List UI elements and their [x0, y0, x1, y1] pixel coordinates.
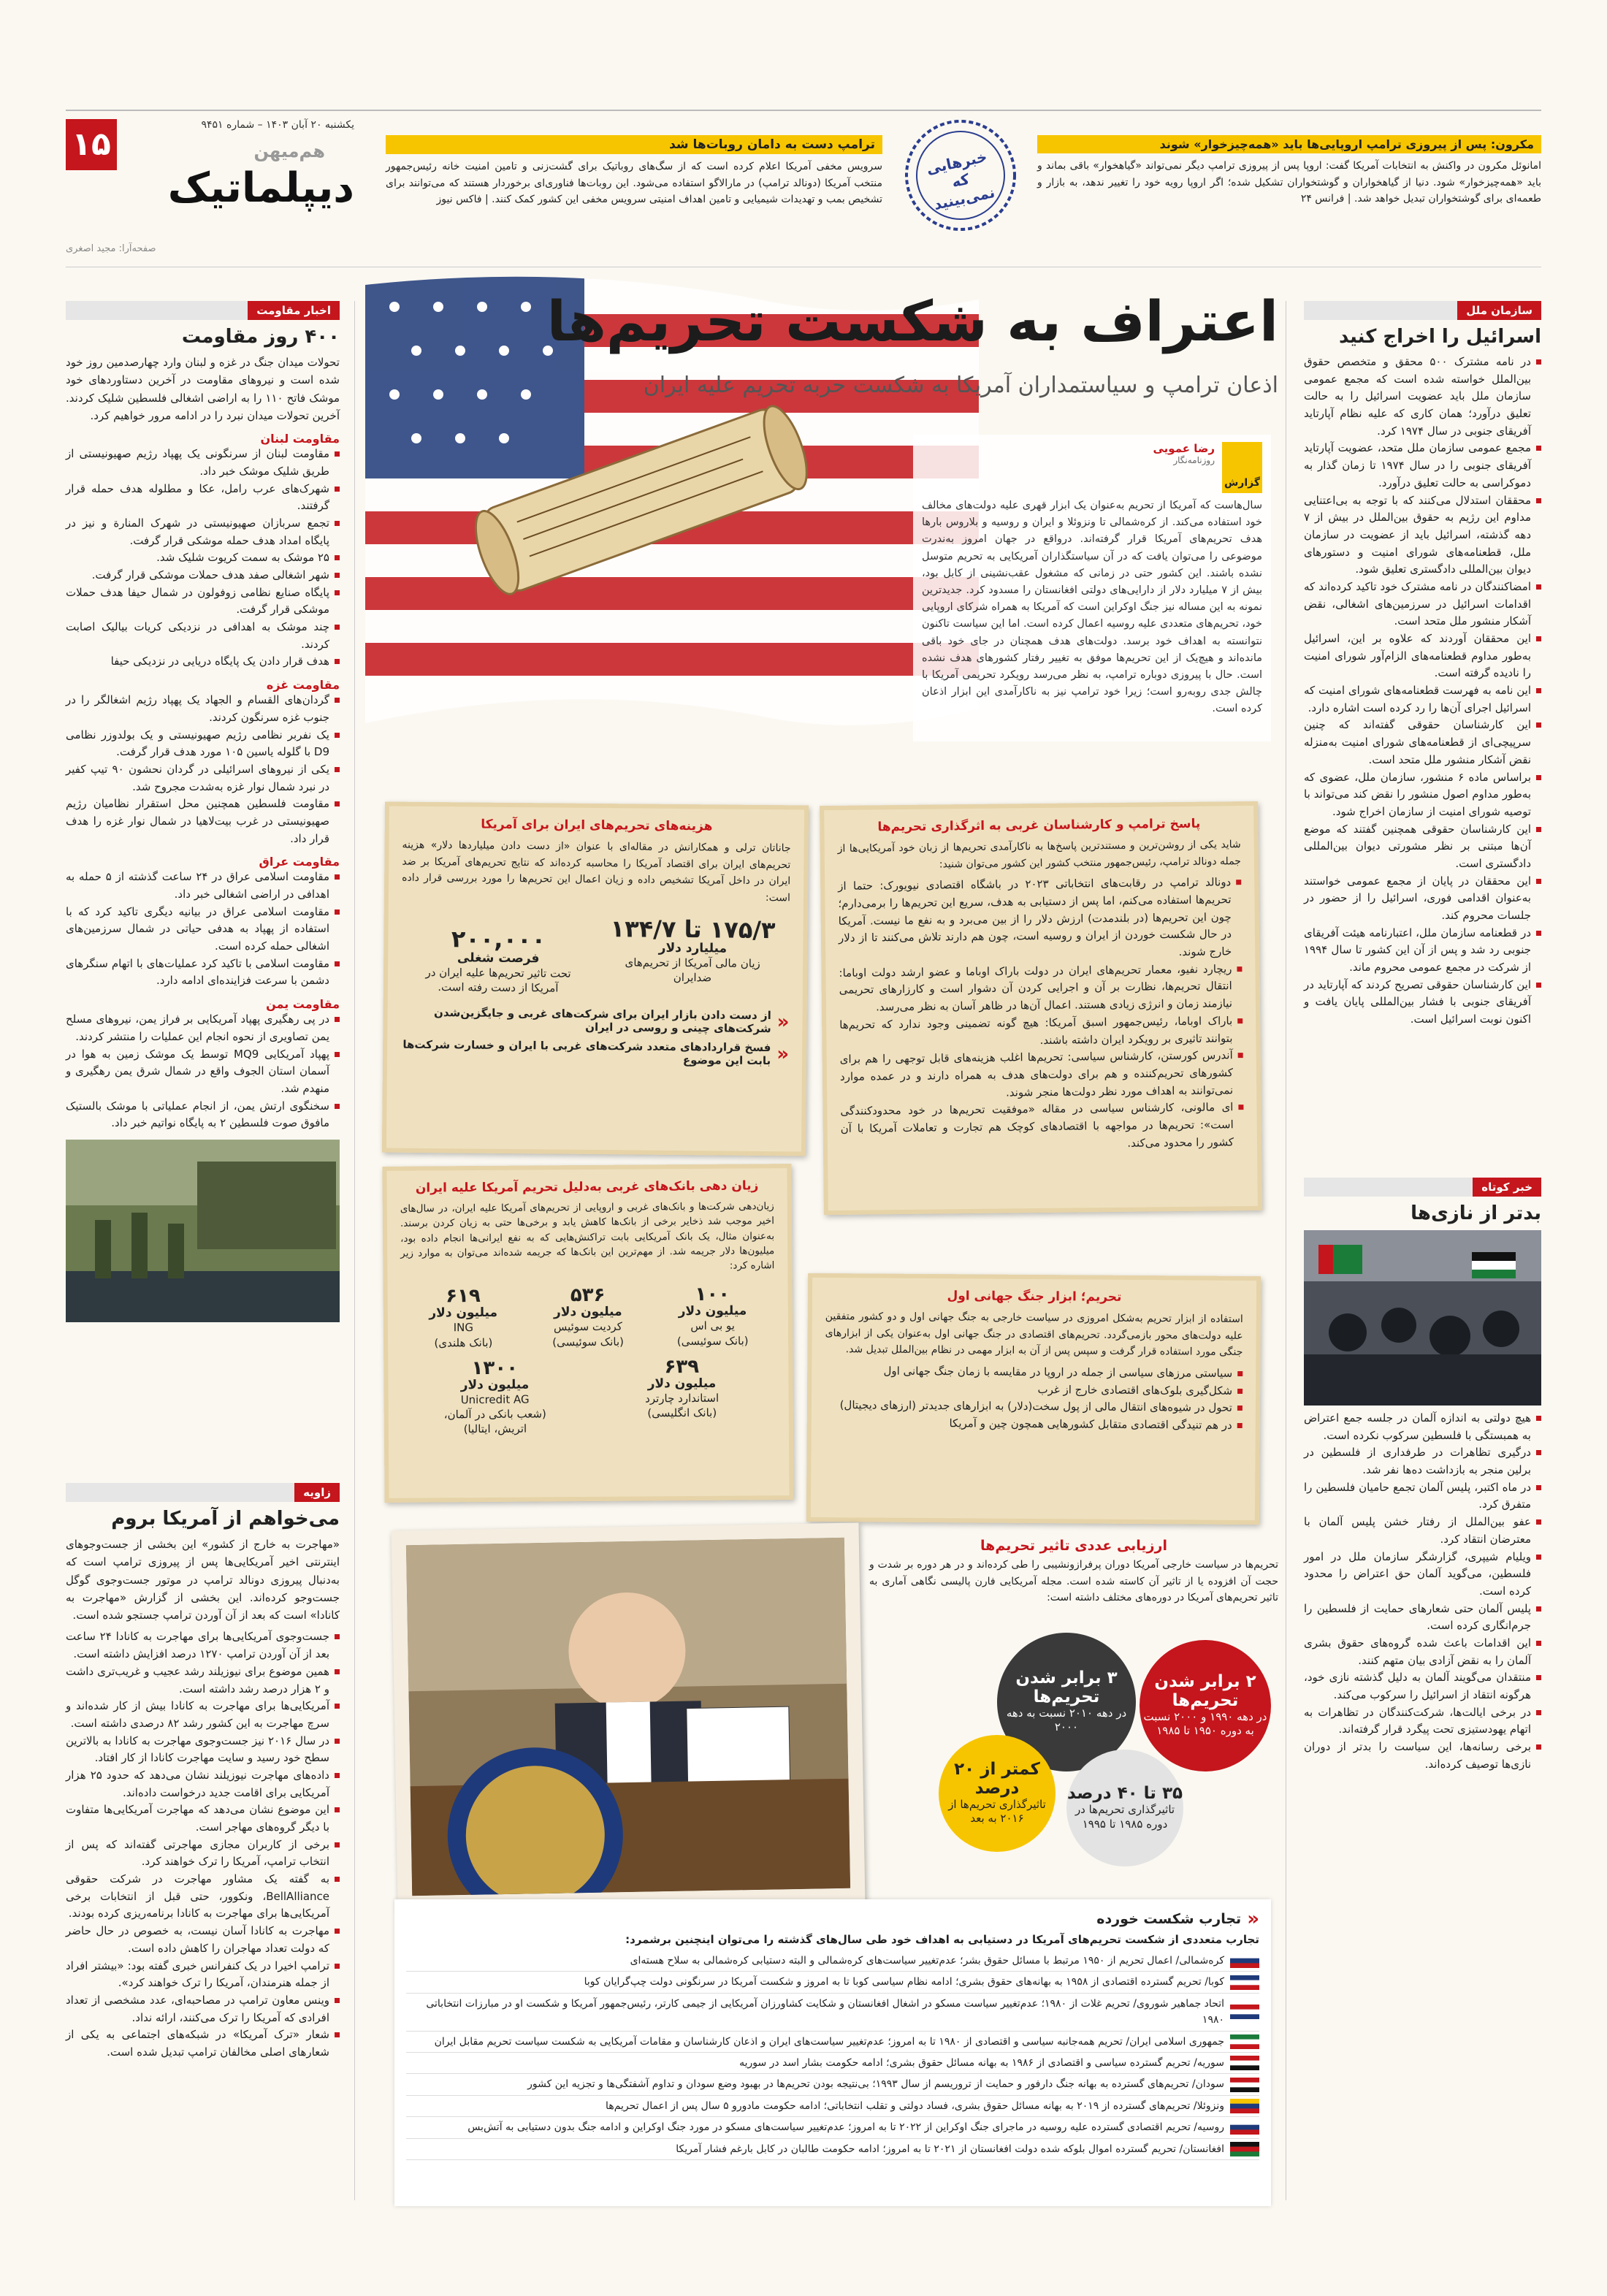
exp-row-text: سوریه/ تحریم گسترده سیاسی و اقتصادی از ۱۹۸۶ به بهانه مسائل حقوق بشری؛ ادامه حکومت بشار اسد در سوریه [739, 2056, 1224, 2069]
flag-icon [1230, 2099, 1259, 2113]
exp-row [406, 2032, 1259, 2053]
bank-fine-amount: ۶۳۹ [664, 1355, 700, 1378]
left-col1-tagbar [66, 301, 340, 320]
paper-sub: هم‌میهن [253, 141, 325, 161]
exp-row [406, 2053, 1259, 2074]
section-list [66, 446, 340, 671]
exp-title: تجارب شکست خورده [1096, 1911, 1242, 1927]
section-title: مقاومت عراق [259, 855, 340, 869]
left-col1-tag: اخبار مقاومت [248, 301, 340, 320]
exp-rows [406, 1950, 1259, 2160]
box-tool-title: تحریم؛ ابزار جنگ جهانی اول [947, 1289, 1122, 1305]
left-col2-tag: زاویه [294, 1483, 340, 1502]
list-item: ای مالونی، کارشناس سیاسی در مقاله «موفقیت تحریم‌ها در خود محدودکنندگی است»: تحریم‌ها در مواجهه با اقتصادهای کوچک هم تجارت و تعاملات آمریکا با آن کشور را محدود می‌کند. [840, 1099, 1244, 1155]
bank-name: ING [453, 1321, 474, 1335]
list-item: عفو بین‌الملل از رفتار خشن پلیس آلمان با معترضان انتقاد کرد. [1304, 1514, 1541, 1548]
list-item: در نامه مشترک ۵۰۰ محقق و متخصص حقوق بین‌الملل خواسته شده است که مجمع عمومی سازمان ملل باید عضویت اسرائیل را به حالت تعلیق درآورد؛ همان کاری که علیه نظام آپارتاید آفریقای جنوبی در سال ۱۹۷۴ کرد. [1304, 354, 1541, 440]
effect-circle-3 [1066, 1750, 1183, 1866]
exp-header [406, 1908, 1259, 1930]
bank-stat [623, 1357, 741, 1435]
effect-c1-big: ۲ برابر شدن تحریم‌ها [1154, 1672, 1256, 1710]
right-col-tagbar [1304, 301, 1541, 320]
list-item: این محققان آوردند که علاوه بر این، اسرائیل به‌طور مداوم قطعنامه‌های الزام‌آور شورای امنیت را نادیده گرفته است. [1304, 630, 1541, 682]
right-news2 [1304, 1178, 1541, 1773]
left-col2-tagbar [66, 1483, 340, 1502]
bank-stat [530, 1286, 647, 1350]
left-col1 [66, 301, 340, 1322]
effect-circle-1 [1140, 1640, 1271, 1771]
effect-title: ارزیابی عددی تاثیر تحریم‌ها [980, 1538, 1167, 1554]
report-role: روزنامه‌نگار [1173, 455, 1215, 465]
effect-c2-big: ۳ برابر شدن تحریم‌ها [1015, 1668, 1118, 1706]
effect-section [869, 1538, 1278, 1859]
right-col-tag: سازمان ملل [1457, 301, 1541, 320]
effect-circle-4 [939, 1735, 1056, 1852]
right-column [1304, 301, 1541, 1029]
exp-row-text: روسیه/ تحریم اقتصادی گسترده علیه روسیه در ماجرای جنگ اوکراین از ۲۰۲۲ تا به امروز؛ عدم‌تغییر سیاست‌های مسکو در مورد جنگ اوکراین و ادامه جنگ بدون دستیابی به آتش‌بس [467, 2121, 1224, 2134]
section-title: مقاومت یمن [266, 997, 340, 1012]
stat1-unit: میلیارد دلار [658, 940, 728, 956]
bank-fine-amount: ۱۰۰ [695, 1283, 730, 1306]
bank-origin: (شعب بانکی در آلمان، اتریش، ایتالیا) [443, 1407, 546, 1436]
list-item: گردان‌های القسام و الجهاد یک پهپاد رژیم اشغالگر را در جنوب غزه سرنگون کردند. [66, 692, 340, 726]
list-item: در هم تنیدگی اقتصادی متقابل کشورهایی همچون چین و آمریکا [825, 1414, 1243, 1435]
bank-fine-amount: ۶۱۹ [446, 1285, 481, 1308]
list-item: دونالد ترامپ در رقابت‌های انتخاباتی ۲۰۲۳ در باشگاه اقتصادی نیویورک: حتما از تحریم‌ها استفاده می‌کنم، اما پس از دستیابی به هدف، سریع این تحریم‌ها را برمی‌دارم؛ چون این تحریم‌ها (در بلندمدت) ارزش دلار را از بین می‌برد و به نفع ما نیست. آمریکا در حال شکست خوردن از ایران و روسیه است، چون هم دارند تلاش می‌کنند تا از دلار خارج شوند. [838, 874, 1242, 964]
exp-row [406, 1994, 1259, 2032]
list-item: در پی رهگیری پهپاد آمریکایی بر فراز یمن، نیروهای مسلح یمن تصاویری از نحوه انجام این عملیات را منتشر کردند. [66, 1011, 340, 1045]
box-cost-point2-text: فسخ قراردادهای متعدد شرکت‌های غربی با ایران و خسارت شرکت‌ها بابت این موضوع [402, 1037, 771, 1068]
bank-stat [405, 1286, 522, 1351]
list-item: براساس ماده ۶ منشور، سازمان ملل، عضوی که به‌طور مداوم اصول منشور را نقض کند می‌تواند با توصیه شورای امنیت از سازمان اخراج شود. [1304, 769, 1541, 821]
chevron-icon: « [776, 1011, 790, 1034]
list-item: وینس معاون ترامپ در مصاحبه‌ای، عدد مشخصی از تعداد افرادی که آمریکا را ترک می‌کنند، ارائه نداد. [66, 1992, 340, 2026]
list-item: شعار «ترک آمریکا» در شبکه‌های اجتماعی به یکی از شعارهای اصلی مخالفان ترامپ تبدیل شده است. [66, 2026, 340, 2061]
bank-fine-unit: میلیون دلار [429, 1305, 498, 1321]
effect-c4-sub: تاثیرگذاری تحریم‌ها از ۲۰۱۶ به بعد [948, 1797, 1046, 1826]
bank-fine-unit: میلیون دلار [460, 1377, 530, 1392]
list-item: مهاجرت به کانادا آسان نیست، به خصوص در حال حاضر که دولت تعداد مهاجران را کاهش داده است. [66, 1923, 340, 1957]
right-news2-tag: خبر کوتاه [1473, 1178, 1541, 1197]
flag-icon [1230, 2078, 1259, 2092]
soldiers-photo [66, 1140, 340, 1322]
list-item: در برخی ایالت‌ها، شرکت‌کنندگان در تظاهرات به اتهام یهودستیزی تحت پیگرد قرار گرفته‌اند. [1304, 1704, 1541, 1739]
top-news-left [386, 135, 882, 230]
box-cost-point1 [400, 1006, 789, 1036]
list-item: منتقدان می‌گویند آلمان به دلیل گذشته نازی خود، هرگونه انتقاد از اسرائیل را سرکوب می‌کند. [1304, 1669, 1541, 1704]
right-news2-tagbar [1304, 1178, 1541, 1197]
right-col-title: اسرائیل را اخراج کنید [1338, 326, 1541, 348]
list-item: جست‌وجوی آمریکایی‌ها برای مهاجرت به کانادا ۲۴ ساعت بعد از آن آوردن ترامپ ۱۲۷۰ درصد افزایش داشته است. [66, 1628, 340, 1663]
list-item: تجمع سربازان صهیونیستی در شهرک المنارة و نیز در پایگاه امداد هدف حمله موشکی قرار گرفت. [66, 515, 340, 549]
stat2-label: تحت تاثیر تحریم‌ها علیه ایران در آمریکا از دست رفته است. [425, 965, 571, 995]
left-col1-intro: تحولات میدان جنگ در غزه و لبنان وارد چهارصدمین روز خود شده است و نیروهای مقاومت در آخرین دستاوردهای خود موشک فاتح ۱۱۰ را به اراضی اشغالی فلسطین شلیک کردند. آخرین تحولات میدان نبرد را در ادامه مرور خواهیم کرد. [66, 356, 340, 422]
list-item: امضاکنندگان در نامه مشترک خود تاکید کرده‌اند که اقدامات اسرائیل در سرزمین‌های اشغالی، نقض آشکار منشور ملل متحد است. [1304, 579, 1541, 630]
left-col2-list [66, 1628, 340, 2061]
bank-stat [436, 1358, 554, 1437]
left-col2 [66, 1483, 340, 2062]
list-item: این کارشناسان حقوقی همچنین گفتند که موضع آن‌ها مبتنی بر نظر مشورتی دیوان بین‌المللی دادگستری است. [1304, 821, 1541, 873]
box-trump [820, 801, 1262, 1215]
box-tool-body: استفاده از ابزار تحریم به‌شکل امروزی در سیاست خارجی به جنگ جهانی اول و دو کشور متفقین علیه دولت‌های محور بازمی‌گردد. تحریم‌های اقتصادی در جنگ جهانی اول به‌عنوان یکی از ابزارهای جنگی مورد استفاده قرار گرفت و سپس پس از آن به ابزار مهمی در نظام بین‌الملل تبدیل شد. [825, 1311, 1243, 1359]
bank-origin: (بانک هلندی) [434, 1335, 493, 1349]
list-item: برخی رسانه‌ها، این سیاست را بدتر از دوران نازی‌ها توصیف کرده‌اند. [1304, 1739, 1541, 1773]
flag-icon [1230, 1975, 1259, 1990]
list-item: این کارشناسان حقوقی تصریح کردند که آپارتاید در آفریقای جنوبی با فشار بین‌المللی پایان یافت و اکنون نوبت اسرائیل است. [1304, 977, 1541, 1029]
flag-icon [1230, 2056, 1259, 2070]
report-box [913, 435, 1271, 741]
box-banks [382, 1164, 793, 1503]
box-banks-body: زیان‌دهی شرکت‌ها و بانک‌های غربی و اروپایی از تحریم‌های آمریکا علیه ایران، در سال‌های اخیر موجب شد ذخایر برخی از بانک‌ها کاهش یابد و برخی‌ها حتی به زیان کردن برسند. به‌عنوان مثال، یک بانک آمریکایی بابت تراکنش‌هایی که به نفع ایرانی‌ها انجام داده بود، میلیون‌ها دلار جریمه شد. از مهم‌ترین این بانک‌ها که جریمه شده‌اند می‌توان به موارد زیر اشاره کرد: [400, 1200, 775, 1272]
bank-name: Unicredit AG [460, 1392, 530, 1406]
box-tool-list [825, 1362, 1243, 1435]
exp-row [406, 2139, 1259, 2160]
right-news2-list [1304, 1410, 1541, 1773]
box-cost-stat2 [414, 924, 583, 996]
list-item: یکی از نیروهای اسرائیلی در گردان نحشون ۹۰ تیپ کفیر در نبرد شمال نوار غزه به‌شدت مجروح شد. [66, 761, 340, 796]
subheadline: اذعان ترامپ و سیاستمداران آمریکا به شکست حربه تحریم علیه ایران [643, 373, 1278, 398]
left-col1-title: ۴۰۰ روز مقاومت [181, 326, 340, 348]
list-item: شهر اشغالی صفد هدف حملات موشکی قرار گرفت. [66, 567, 340, 584]
section-list [66, 869, 340, 990]
effect-c2-sub: در دهه ۲۰۱۰ نسبت به دهه ۲۰۰۰ [1006, 1706, 1127, 1734]
effect-body: تحریم‌ها در سیاست خارجی آمریکا دوران پرفرازونشیبی را طی کرده‌اند و در هر دوره بر شدت و حجت آن افزوده یا از تاثیر آن کاسته شده است. مجله آمریکایی فارن پالیسی نگاهی آماری به تاثیر تحریم‌های آمریکا در دوره‌های مختلف داشته است: [869, 1559, 1278, 1604]
report-header [922, 442, 1262, 493]
list-item: این اقدامات باعث شده گروه‌های حقوق بشری آلمان را به نقض آزادی بیان متهم کنند. [1304, 1635, 1541, 1669]
exp-row-text: اتحاد جماهیر شوروی/ تحریم غلات از ۱۹۸۰؛ عدم‌تغییر سیاست مسکو در اشغال افغانستان و شکایت کشاورزان آمریکایی از جیمی کارتر، رئیس‌جمهور آمریکا و شکست او در مبارزات انتخاباتی ۱۹۸۰ [426, 1997, 1224, 2026]
exp-row [406, 2096, 1259, 2117]
masthead [66, 113, 354, 259]
date-line: یکشنبه ۲۰ آبان ۱۴۰۳ – شماره ۹۴۵۱ [201, 119, 354, 131]
bank-origin: (بانک سوئیسی) [676, 1333, 749, 1348]
exp-sub: تجارب متعددی از شکست تحریم‌های آمریکا در دستیابی به اهداف خود طی سال‌های گذشته را می‌توان اینچنین برشمرد: [625, 1933, 1259, 1946]
report-tag: گزارش [1224, 477, 1261, 489]
exp-row-text: ونزوئلا/ تحریم‌های گسترده از ۲۰۱۹ به بهانه مسائل حقوق بشری، فساد دولتی و تقلب انتخاباتی؛ ادامه حکومت مادورو ۵ سال پس از اعمال تحریم‌ها [606, 2099, 1224, 2112]
protest-photo [1304, 1230, 1541, 1406]
flag-icon [1230, 1953, 1259, 1968]
box-cost-point2 [400, 1038, 789, 1068]
exp-row-text: افغانستان/ تحریم گسترده اموال بلوکه شده دولت افغانستان از ۲۰۲۱ تا به امروز؛ ادامه حکومت طالبان در کابل با‌رغم فشار آمریکا [676, 2143, 1224, 2155]
stat2-unit: فرصت شغلی [457, 950, 540, 966]
exp-row-text: کوبا/ تحریم گسترده اقتصادی از ۱۹۵۸ به بهانه‌های حقوق بشری؛ ادامه نظام سیاسی کوبا تا به امروز و شکست آمریکا در سرنگونی دولت چپ‌گرایان کوبا [584, 1976, 1224, 1988]
top-news-right-title: مکرون: پس از پیروزی ترامپ اروپایی‌ها باید «همه‌چیزخوار» شوند [1037, 135, 1541, 153]
list-item: پلیس آلمان حتی شعارهای حمایت از فلسطین را جرم‌انگاری کرده است. [1304, 1601, 1541, 1635]
box-cost-title: هزینه‌های تحریم‌های ایران برای آمریکا [481, 817, 713, 834]
list-item: شهرک‌های عرب رامل، عکا و مطلوله هدف حمله قرار گرفتند. [66, 481, 340, 515]
right-news2-title: بدتر از نازی‌ها [1411, 1202, 1541, 1224]
effect-c3-big: ۳۵ تا ۴۰ درصد [1067, 1783, 1183, 1803]
list-item: ویلیام شیپری، گزارشگر سازمان ملل در امور فلسطین، می‌گوید آلمان حق اعتراض را محدود کرده است. [1304, 1549, 1541, 1601]
list-item: این موضوع نشان می‌دهد که مهاجرت آمریکایی‌ها متفاوت با دیگر گروه‌های مهاجر است. [66, 1801, 340, 1836]
list-item: مجمع عمومی سازمان ملل متحد، عضویت آپارتاید آفریقای جنوبی را در سال ۱۹۷۴ تا زمان گذار به دموکراسی به حالت تعلیق درآورد. [1304, 440, 1541, 492]
exp-row [406, 2074, 1259, 2095]
stat1-num: ۱۷۵/۳ تا ۱۳۴/۷ [610, 914, 776, 944]
list-item: پایگاه صنایع نظامی زوفولون در شمال حیفا هدف حملات موشکی قرار گرفت. [66, 584, 340, 619]
right-col-list [1304, 354, 1541, 1029]
list-item: مقاومت اسلامی با تاکید کرد عملیات‌های با اتهام سنگرهای دشمن با سرعت فزاینده‌ای ادامه دارد. [66, 956, 340, 990]
failed-experiences [394, 1899, 1271, 2206]
box-cost-stats [401, 915, 790, 997]
exp-row [406, 2117, 1259, 2138]
list-item: برخی از کاربران مجازی مهاجرتی گفته‌اند که پس از انتخاب ترامپ، آمریکا را ترک خواهند کرد. [66, 1837, 340, 1871]
bank-fine-unit: میلیون دلار [553, 1304, 622, 1320]
list-item: مقاومت لبنان از سرنگونی یک پهپاد رژیم صهیونیستی از طریق شلیک موشک خبر داد. [66, 446, 340, 480]
list-item: درگیری تظاهرات در طرفداری از فلسطین در برلین منجر به بازداشت ده‌ها نفر شد. [1304, 1444, 1541, 1479]
bank-origin: (بانک سوئیسی) [552, 1335, 625, 1349]
report-author: رضا عمویی [1153, 442, 1215, 455]
box-trump-title: پاسخ ترامپ و کارشناسان غربی به اثرگذاری تحریم‌ها [877, 816, 1201, 835]
trump-photo-frame [392, 1522, 866, 1910]
report-tag-wrap [1222, 442, 1262, 493]
top-news-right-body: امانوئل مکرون در واکنش به انتخابات آمریکا گفت: اروپا پس از پیروزی ترامپ دیگر نمی‌تواند «گیاهخوار» باقی بماند و باید «همه‌چیزخوار» شود. دنیا از گیاهخواران و گوشتخواران تشکیل شده؛ اگر اروپا رویه خود را تغییر ندهد، به بازار و طعمه‌ای برای گوشتخواران تبدیل خواهد شد. | فرانس ۲۴ [1037, 160, 1541, 205]
list-item: سیاستی مرزهای سیاسی از جمله در اروپا در مقایسه با زمان جنگ جهانی اول [825, 1362, 1243, 1383]
page-number: ۱۵ [66, 119, 117, 170]
stat1-label: زیان مالی آمریکا از تحریم‌های ضدایران [625, 956, 760, 985]
chevron-icon: « [1247, 1908, 1259, 1930]
section-title: مقاومت لبنان [260, 432, 340, 446]
box-banks-title: زیان دهی بانک‌های غربی به‌دلیل تحریم آمریکا علیه ایران [415, 1178, 759, 1196]
left-col2-title: می‌خواهم از آمریکا بروم [111, 1508, 340, 1530]
list-item: ۲۵ موشک به سمت کریوت شلیک شد. [66, 549, 340, 567]
effect-c4-big: کمتر از ۲۰ درصد [954, 1760, 1040, 1798]
list-item: مقاومت اسلامی عراق در بیانیه دیگری تاکید کرد که با استفاده از پهپاد به هدفی حیاتی در شمال سرزمین‌های اشغالی حمله کرده است. [66, 904, 340, 956]
stamp [902, 117, 1019, 234]
bank-fine-amount: ۵۳۶ [570, 1284, 606, 1307]
list-item: هدف قرار دادن یک پایگاه دریایی در نزدیکی حیفا [66, 653, 340, 671]
list-item: به گفته یک مشاور مهاجرت در شرکت حقوقی BellAlliance، ونکوور، حتی قبل از انتخابات برخی آمریکایی‌ها برای مهاجرت به کانادا برنامه‌ریزی کرده بودند. [66, 1871, 340, 1923]
list-item: این محققان در پایان از مجمع عمومی خواستند به‌عنوان اقدامی فوری، اسرائیل را از حضور در جلسات محروم کند. [1304, 873, 1541, 925]
bank-name: استاندارد چارترد [645, 1391, 719, 1406]
list-item: سخنگوی ارتش یمن، از انجام عملیاتی با موشک بالستیک مافوق صوت فلسطین ۲ به پایگاه نواتیم خبر داد. [66, 1098, 340, 1132]
exp-row-text: کره‌شمالی/ اعمال تحریم از ۱۹۵۰ مرتبط با مسائل حقوق بشر؛ عدم‌تغییر سیاست‌های کره‌شمالی و البته دستیابی کره‌شمالی به سلاح هسته‌ای [630, 1955, 1224, 1967]
bank-name: یو بی اس [690, 1319, 735, 1333]
list-item: چند موشک به اهدافی در نزدیکی کریات بیالیک اصابت کردند. [66, 619, 340, 653]
list-item: شکل‌گیری بلوک‌های اقتصادی خارج از غرب [825, 1380, 1243, 1400]
top-news-right [1037, 135, 1541, 230]
bank-fine-amount: ۱۳۰۰ [471, 1357, 519, 1379]
list-item: همین موضوع برای نیوزیلند رشد عجیب و غریب‌تری داشت و ۲ هزار درصد رشد داشته است. [66, 1663, 340, 1698]
exp-row [406, 1950, 1259, 1972]
list-item: یک نفربر نظامی رژیم صهیونیستی و یک بولدوزر نظامی D9 با گلوله یاسین ۱۰۵ مورد هدف قرار گرفت. [66, 727, 340, 761]
bank-origin: (بانک انگلیسی) [647, 1406, 717, 1420]
list-item: هیچ دولتی به اندازه آلمان در جلسه جمع اعتراض به همبستگی با فلسطین سرکوب نکرده است. [1304, 1410, 1541, 1444]
list-item: محققان استدلال می‌کنند که با توجه به بی‌اعتنایی مداوم این رژیم به حقوق بین‌الملل در بیش از ۷ دهه گذشته، اسرائیل باید از عضویت در سازمان ملل، قطعنامه‌های شورای امنیت و دستورهای دیوان بین‌المللی دادگستری تعلیق شود. [1304, 492, 1541, 579]
box-cost-body: جاناتان ترلی و همکارانش در مقاله‌ای با عنوان «از دست دادن میلیاردها دلار» هزینه تحریم‌های ایران برای اقتصاد آمریکا را محاسبه کرده‌اند که نتایج تحریم‌های آمریکا بر ضد ایران در داخل آمریکا تشخیص داده و زیان اعمال این تحریم‌ها را مورد بررسی قرار داده است: [402, 839, 791, 904]
editor-credit: صفحه‌آرا: مجید اصغری [66, 243, 156, 254]
list-item: مقاومت فلسطین همچنین محل استقرار نظامیان رژیم صهیونیستی در غرب بیت‌لاهیا در شمال نوار غزه را هدف قرار داد. [66, 796, 340, 847]
top-divider [66, 110, 1541, 111]
section-list [66, 1011, 340, 1132]
box-cost-stat1 [608, 914, 777, 998]
box-cost [382, 801, 809, 1156]
list-item: ریچارد نفیو، معمار تحریم‌های ایران در دولت باراک اوباما و عضو ارشد دولت اوباما: انتقال تحریم‌ها، نظارت بر آن و اجرایی کردن آن دشوار است و کارزارهای تحریمی نیازمند زمان و انرژی زیادی هستند. اعمال آن‌ها در ظاهر آسان به نظر می‌رسد. [839, 961, 1243, 1017]
report-author-wrap [1153, 442, 1215, 465]
list-item: باراک اوباما، رئیس‌جمهور اسبق آمریکا: هیچ گونه تضمینی وجود ندارد که تحریم‌ها بتوانند تاثیری بر رویکرد ایران داشته باشند. [839, 1012, 1243, 1051]
list-item: در ماه اکتبر، پلیس آلمان تجمع حامیان فلسطین را متفرق کرد. [1304, 1479, 1541, 1514]
bank-fine-unit: میلیون دلار [647, 1376, 717, 1392]
bank-fine-unit: میلیون دلار [678, 1303, 747, 1319]
flag-icon [1230, 2120, 1259, 2135]
list-item: این نامه به فهرست قطعنامه‌های شورای امنیت که اسرائیل اجرای آن‌ها را رد کرده است اشاره دارد. [1304, 682, 1541, 717]
section-title: مقاومت غزه [266, 678, 340, 693]
list-item: پهپاد آمریکایی MQ9 توسط یک موشک زمین به هوا در آسمان استان الجوف واقع در شمال شرق یمن رهگیری و منهدم شد. [66, 1046, 340, 1098]
paper-name: دیپلماتیک [167, 164, 354, 212]
headline: اعتراف به شکست تحریم‌ها [546, 289, 1278, 354]
list-item: این کارشناسان حقوقی گفته‌اند که چنین سرپیچی‌ای از قطعنامه‌های شورای امنیت به‌منزله نقض آشکار منشور ملل متحد است. [1304, 717, 1541, 768]
chevron-icon: « [776, 1043, 790, 1066]
list-item: آندرس کورستن، کارشناس سیاسی: تحریم‌ها اغلب هزینه‌های قابل توجهی را هم برای کشورهای تحریم‌کننده و هم برای دولت‌های هدف به همراه دارند و در عمده موارد نمی‌توانند به اهداف مورد نظر دولت‌ها منجر شوند. [840, 1047, 1244, 1103]
list-item: در سال ۲۰۱۶ نیز جست‌وجوی مهاجرت به کانادا به بالاترین سطح خود رسید و سایت مهاجرت کانادا از کار افتاد. [66, 1733, 340, 1767]
exp-row-text: جمهوری اسلامی ایران/ تحریم همه‌جانبه سیاسی و اقتصادی از ۱۹۸۰ تا به امروز؛ عدم‌تغییر سیاست‌های ایران و اذعان کارشناسان و مقامات آمریکایی به شکست سیاست تحریم مقابل ایران [434, 2035, 1224, 2048]
list-item: ترامپ اخیرا در یک کنفرانس خبری گفته بود: «بیشتر افراد از جمله هنرمندان، آمریکا را ترک خواهند کرد». [66, 1958, 340, 1992]
top-news-left-body: سرویس مخفی آمریکا اعلام کرده است که از سگ‌های روباتیک برای گشت‌زنی و تامین امنیت خانه رئیس‌جمهور منتخب آمریکا (دونالد ترامپ) در مارالاگو استفاده می‌شود. این روبات‌ها فناوری‌ای برخوردار هستند که می‌توانند برای تشخیص بمب و تهدیدات شیمیایی و تامین اهداف امنیتی سرویس مخفی این کشور کمک کنند. | فاکس نیوز [386, 161, 882, 206]
bank-stat [654, 1285, 771, 1349]
effect-c1-sub: در دهه ۱۹۹۰ و ۲۰۰۰ نسبت به دوره ۱۹۵۰ تا ۱۹۸۵ [1143, 1709, 1267, 1738]
box-tool [806, 1273, 1261, 1525]
list-item: آمریکایی‌ها برای مهاجرت به کانادا بیش از کار شده‌اند و سرچ مهاجرت به این کشور رشد ۸۲ درصدی داشته است. [66, 1698, 340, 1732]
box-trump-list [838, 874, 1244, 1155]
report-body: سال‌هاست که آمریکا از تحریم به‌عنوان یک ابزار قهری علیه دولت‌های مخالف خود استفاده می‌کند. از کره‌شمالی تا ونزوئلا و ایران و روسیه و بلاروس بارها هدف تحریم‌های آمریکا قرار گرفته‌اند. درواقع در جهان امروز به‌ندرت موضوعی را می‌توان یافت که در آن سیاستگذاران آمریکایی به تحریم متوسل نشده باشند. این کشور حتی در زمانی که مشغول عقب‌نشینی از کابل بود، بیش از ۷ میلیارد دلار از دارایی‌های دولتی افغانستان را مسدود کرد. جدیدترین نمونه به این مساله نیز جنگ اوکراین است که آمریکا به همراه شرکای اروپایی خود، تحریم‌های متعددی علیه روسیه اعمال کرده است. اما این سیاست تاکنون نتوانسته به اهداف خود برسد. دولت‌های هدف همچنان در جای خود باقی مانده‌اند و هیچ‌یک از این تحریم‌ها موفق به تغییر رفتار کشورهای هدف نشده است. حال با پیروزی دوباره ترامپ، به نظر می‌رسد رویکرد تحریمی آمریکا با چالش جدی روبه‌رو است؛ زیرا خود ترامپ نیز به ناکارآمدی این ابزار اذعان کرده است. [922, 500, 1262, 715]
effect-c3-sub: تاثیرگذاری تحریم‌ها در دوره ۱۹۸۵ تا ۱۹۹۵ [1074, 1803, 1175, 1831]
flag-icon [1230, 2034, 1259, 2049]
list-item: در قطعنامه سازمان ملل، اعتبارنامه هیئت آفریقای جنوبی رد شد و پس از آن این کشور تا سال ۱۹۹۴ از شرکت در مجمع عمومی محروم ماند. [1304, 925, 1541, 977]
stamp-text: خبرهایی که نمی‌بینید [925, 148, 997, 214]
section-list [66, 692, 340, 847]
banks-grid [401, 1280, 776, 1441]
box-trump-intro: شاید یکی از روشن‌ترین و مستندترین پاسخ‌ها به ناکارآمدی تحریم‌ها از زبان خود آمریکایی‌ها از جمله دونالد ترامپ، رئیس‌جمهور منتخب کشور این کشور می‌توان شنید: [837, 839, 1241, 871]
trump-signing-photo [406, 1538, 850, 1896]
box-cost-point1-text: از دست دادن بازار ایران برای شرکت‌های غربی و جایگزین‌شدن شرکت‌های چینی و روسی در ایران [434, 1006, 771, 1036]
flag-icon [1230, 2005, 1259, 2019]
exp-row-text: سودان/ تحریم‌های گسترده به بهانه جنگ دارفور و حمایت از تروریسم از سال ۱۹۹۳؛ بی‌نتیجه بودن تحریم‌ها در بهبود وضع سودان و تداوم آشفتگی‌ها و تجزیه این کشور [527, 2078, 1224, 2091]
bank-name: کردیت سوئیس [553, 1319, 622, 1334]
list-item: تحول در شیوه‌های انتقال مالی از پول سخت(دلار) به ابزارهای جدیدتر (ارزهای دیجیتال) [825, 1397, 1243, 1417]
top-news-left-title: ترامپ دست به دامان روبات‌ها شد [386, 135, 882, 154]
left-col1-sections [66, 432, 340, 1132]
list-item: مقاومت اسلامی عراق در ۲۴ ساعت گذشته از ۵ حمله به اهدافی در اراضی اشغالی خبر داد. [66, 869, 340, 903]
list-item: داده‌های مهاجرت نیوزیلند نشان می‌دهد که حدود ۲۵ هزار آمریکایی برای اقامت جدید درخواست داده‌اند. [66, 1767, 340, 1801]
stat2-num: ۲۰۰,۰۰۰ [451, 924, 546, 954]
left-col2-intro: «مهاجرت به خارج از کشور» این بخشی از جست‌وجوهای اینترنتی اخیر آمریکایی‌ها پس از پیروزی ترامپ است که به‌دنبال پیروزی دونالد ترامپ در موتور جست‌وجوی گوگل جست‌وجو کرده‌اند. این بخشی از گزارش «مهاجرت به کانادا» است که بعد از آن آوردن ترامپ جستجو شده است. [66, 1538, 340, 1622]
exp-row [406, 1972, 1259, 1993]
flag-icon [1230, 2142, 1259, 2156]
